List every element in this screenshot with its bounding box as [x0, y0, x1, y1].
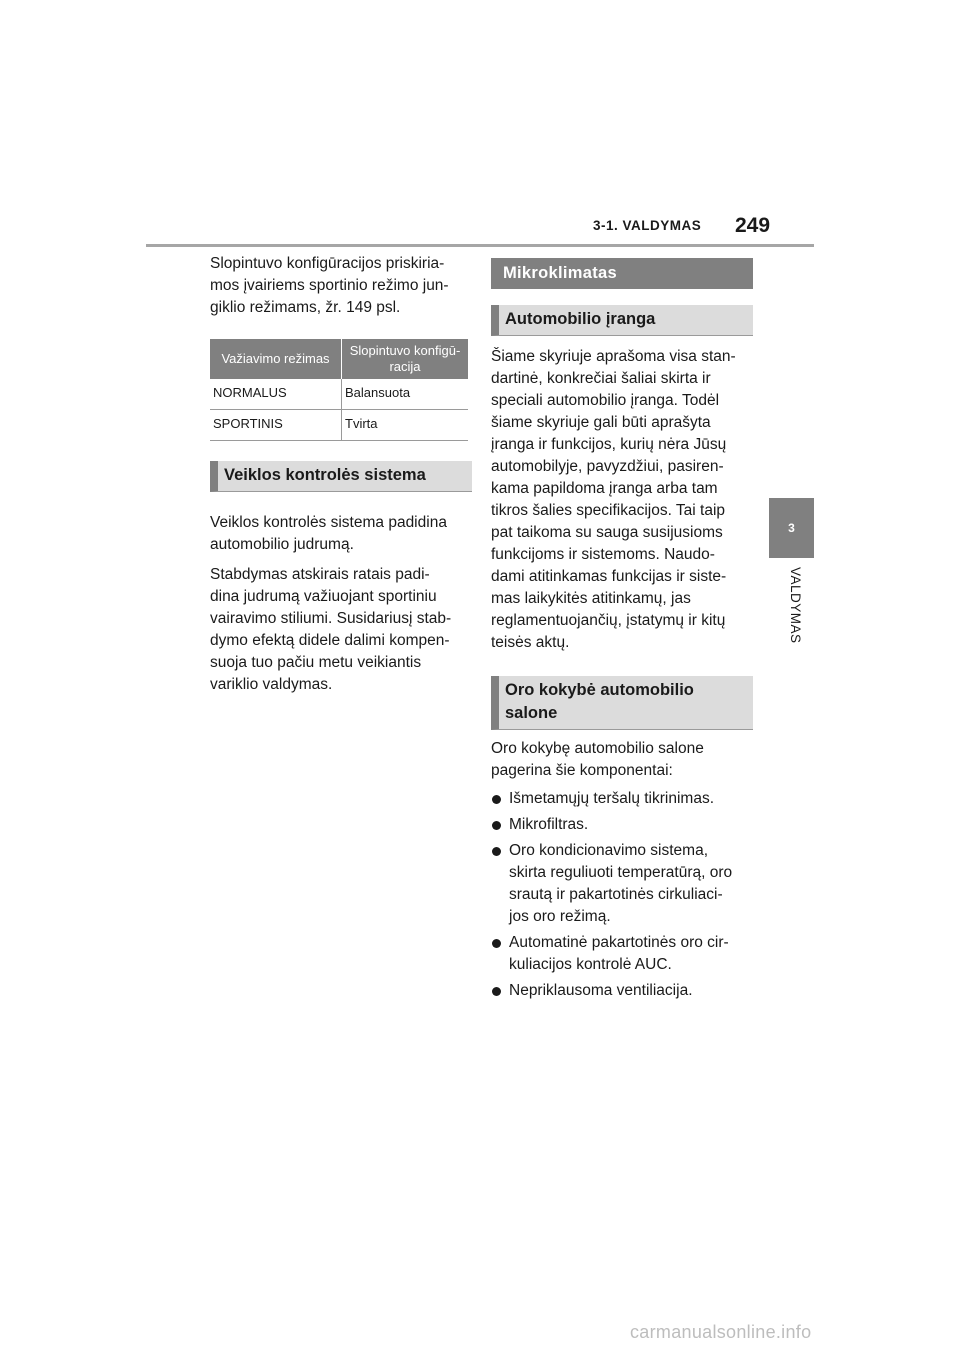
chapter-tab[interactable]: 3 — [769, 498, 814, 558]
damper-config-table — [210, 339, 468, 441]
table-row — [210, 410, 468, 441]
performance-paragraph-2: Stabdymas atskirais ratais padi- dina judrumą važiuojant sportiniu vairavimo stiliumi. Susidariusį stab- dymo efektą didele dalimi kompen- suoja tuo pačiu metu veikiantis variklio valdymas. — [210, 566, 452, 693]
watermark: carmanualsonline.info — [630, 1322, 812, 1342]
table-cell-config: Tvirta — [342, 410, 469, 441]
header-divider — [146, 244, 814, 247]
intro-paragraph: Slopintuvo konfigūracijos priskiria- mos įvairiems sportinio režimo jun- giklio režimams, žr. 149 psl. — [210, 255, 449, 316]
list-item: Nepriklausoma ventiliacija. — [491, 980, 753, 1002]
table-cell-mode: SPORTINIS — [210, 410, 342, 441]
list-item: Oro kondicionavimo sistema, skirta reguliuoti temperatūrą, oro srautą ir pakartotinės cirkuliaci- jos oro režimą. — [491, 840, 753, 928]
right-column — [491, 258, 753, 1002]
section-title: 3-1. VALDYMAS — [593, 218, 702, 233]
climate-heading: Mikroklimatas — [491, 258, 753, 289]
list-item: Automatinė pakartotinės oro cir- kuliacijos kontrolė AUC. — [491, 932, 753, 976]
chapter-label: VALDYMAS — [788, 567, 803, 644]
air-quality-heading: Oro kokybė automobilio salone — [491, 676, 753, 730]
equipment-paragraph: Šiame skyriuje aprašoma visa stan- dartinė, konkrečiai šaliai skirta ir speciali automobilio įranga. Todėl šiame skyriuje gali būti aprašyta įranga ir funkcijos, kurių nėra Jūsų automobilyje, pavyzdžiui, pasiren- kama papildoma įranga arba tam tikros šalies specifikacijos. Tai taip pat taikoma su sauga susijusioms funkcijoms ir sistemoms. Naudo- dami atitinkamas funkcijas ir siste- mas laikykitės atitinkamų, jas reglamentuojančių, įstatymų ir kitų teisės aktų. — [491, 348, 736, 651]
table-header-driving-mode: Važiavimo režimas — [210, 339, 342, 379]
air-quality-paragraph: Oro kokybę automobilio salone pagerina šie komponentai: — [491, 740, 704, 779]
table-header-damper-config: Slopintuvo konfigū- racija — [342, 339, 469, 379]
table-cell-mode: NORMALUS — [210, 379, 342, 410]
list-item: Mikrofiltras. — [491, 814, 753, 836]
air-quality-list — [491, 788, 753, 1002]
page-number: 249 — [735, 214, 771, 237]
list-item: Išmetamųjų teršalų tikrinimas. — [491, 788, 753, 810]
performance-paragraph-1: Veiklos kontrolės sistema padidina automobilio judrumą. — [210, 514, 447, 553]
left-column — [210, 253, 472, 696]
table-cell-config: Balansuota — [342, 379, 469, 410]
performance-control-heading: Veiklos kontrolės sistema — [210, 461, 472, 492]
table-row — [210, 379, 468, 410]
vehicle-equipment-heading: Automobilio įranga — [491, 305, 753, 336]
